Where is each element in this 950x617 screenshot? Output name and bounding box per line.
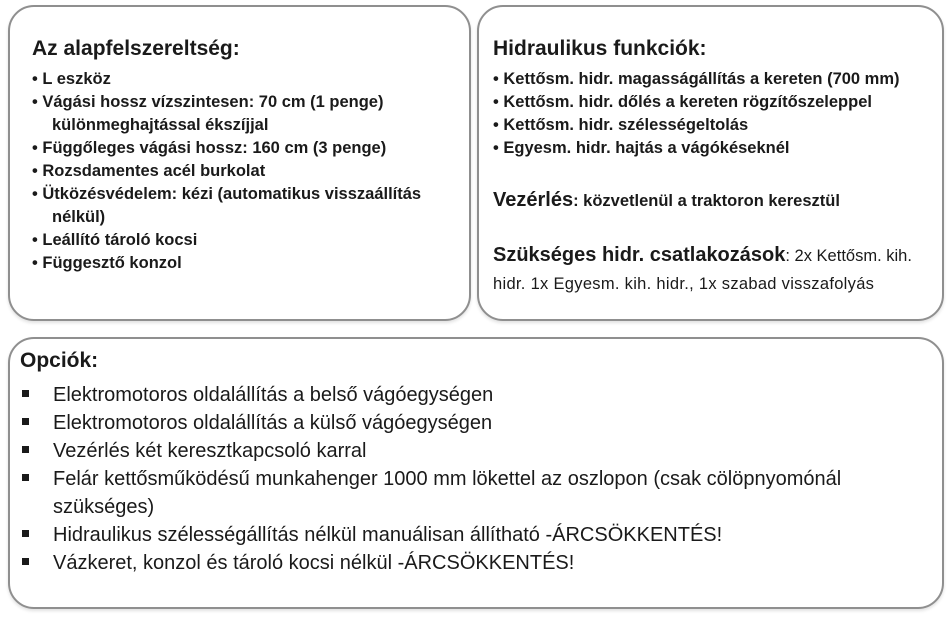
option-text: Elektromotoros oldalállítás a belső vágóegységen <box>53 384 494 406</box>
list-item: • Kettősm. hidr. szélességeltolás <box>493 116 749 134</box>
hydraulic-functions-list <box>493 68 900 160</box>
option-text: Vázkeret, konzol és tároló kocsi nélkül -ÁRCSÖKKENTÉS! <box>53 552 575 574</box>
square-bullet-icon <box>22 474 29 481</box>
option-item <box>20 437 841 465</box>
list-item-continuation-text: különmeghajtással ékszíjjal <box>52 116 269 134</box>
option-text: Felár kettősműködésű munkahenger 1000 mm lökettel az oszlopon (csak cölöpnyomónál <box>53 468 842 490</box>
list-item: • Függesztő konzol <box>32 254 182 272</box>
standard-equipment-list <box>32 68 421 275</box>
option-text: Elektromotoros oldalállítás a külső vágóegységen <box>53 412 493 434</box>
list-item: • Függőleges vágási hossz: 160 cm (3 penge) <box>32 139 387 157</box>
list-item-continuation <box>32 114 421 137</box>
options-heading: Opciók: <box>20 349 99 372</box>
list-item: • Egyesm. hidr. hajtás a vágókéseknél <box>493 139 790 157</box>
option-item <box>20 465 841 493</box>
option-text: Vezérlés két keresztkapcsoló karral <box>53 440 367 462</box>
standard-equipment-panel <box>8 5 471 321</box>
options-list <box>20 381 841 577</box>
list-item: • Rozsdamentes acél burkolat <box>32 162 266 180</box>
option-item-continuation <box>20 493 841 521</box>
option-item <box>20 409 841 437</box>
square-bullet-icon <box>22 530 29 537</box>
option-item <box>20 549 841 577</box>
list-item: • Kettősm. hidr. dőlés a kereten rögzítőszeleppel <box>493 93 872 111</box>
hydraulic-functions-heading: Hidraulikus funkciók: <box>493 37 707 60</box>
list-item: • Leállító tároló kocsi <box>32 231 198 249</box>
options-panel <box>8 337 944 609</box>
standard-equipment-heading: Az alapfelszereltség: <box>32 37 240 60</box>
square-bullet-icon <box>22 558 29 565</box>
control-label: Vezérlés <box>493 189 574 211</box>
list-item: • Vágási hossz vízszintesen: 70 cm (1 penge) <box>32 93 384 111</box>
option-item <box>20 521 841 549</box>
required-connections-value-continued: hidr. 1x Egyesm. kih. hidr., 1x szabad visszafolyás <box>493 275 875 293</box>
option-item <box>20 381 841 409</box>
square-bullet-icon <box>22 418 29 425</box>
required-connections-value: : 2x Kettősm. kih. <box>785 247 912 265</box>
control-value: : közvetlenül a traktoron keresztül <box>573 192 840 210</box>
control-line <box>493 189 840 212</box>
option-text: Hidraulikus szélességállítás nélkül manuálisan állítható -ÁRCSÖKKENTÉS! <box>53 524 723 546</box>
required-connections-label: Szükséges hidr. csatlakozások <box>493 244 786 266</box>
hydraulic-functions-panel <box>477 5 944 321</box>
square-bullet-icon <box>22 446 29 453</box>
required-connections-line <box>493 244 912 267</box>
list-item: • Kettősm. hidr. magasságállítás a kereten (700 mm) <box>493 70 900 88</box>
list-item: • Ütközésvédelem: kézi (automatikus visszaállítás <box>32 185 422 203</box>
square-bullet-icon <box>22 390 29 397</box>
list-item-continuation <box>32 206 421 229</box>
list-item-continuation-text: nélkül) <box>52 208 106 226</box>
list-item: • L eszköz <box>32 70 111 88</box>
option-text: szükséges) <box>53 496 155 518</box>
